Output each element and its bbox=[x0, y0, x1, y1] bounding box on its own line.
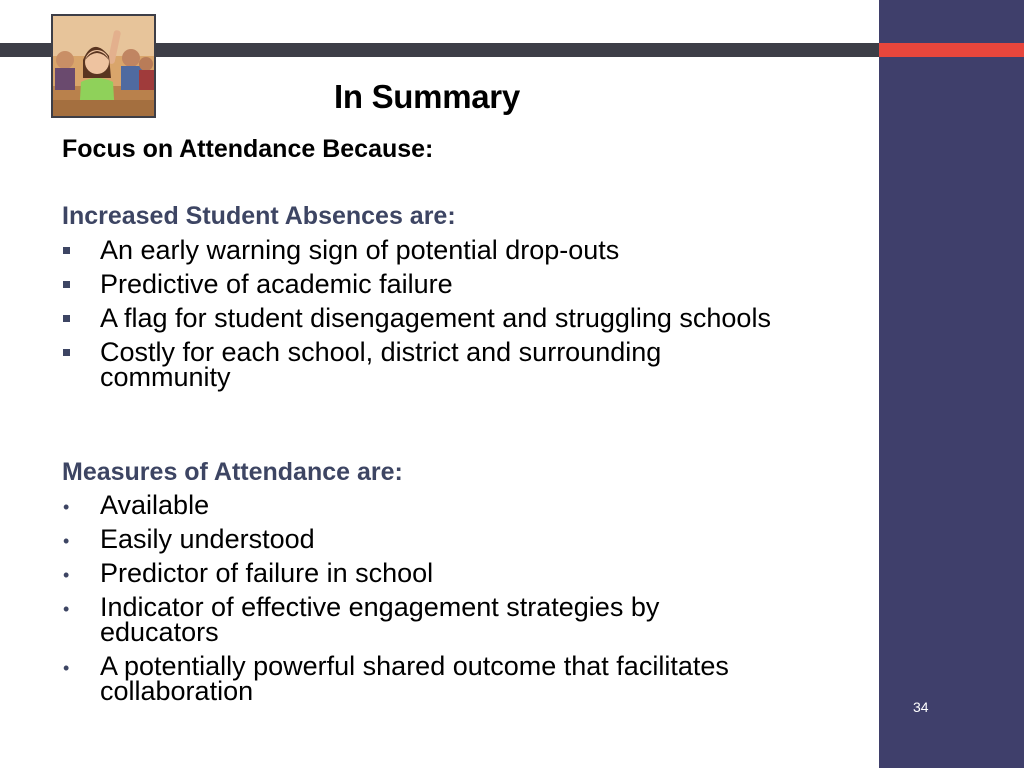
sidebar-accent-stripe bbox=[879, 43, 1024, 57]
absences-heading: Increased Student Absences are: bbox=[62, 202, 456, 230]
list-item: Costly for each school, district and surrounding community bbox=[62, 340, 782, 390]
square-bullet-icon bbox=[63, 349, 70, 356]
dot-bullet-icon: • bbox=[63, 599, 70, 619]
measures-list bbox=[62, 490, 782, 713]
page-number: 34 bbox=[913, 699, 929, 715]
square-bullet-icon bbox=[63, 315, 70, 322]
list-item: • A potentially powerful shared outcome that facilitates collaboration bbox=[63, 651, 729, 706]
classroom-image bbox=[53, 16, 154, 116]
slide-title: In Summary bbox=[334, 78, 520, 115]
list-item: • Available bbox=[63, 490, 210, 520]
list-item: A flag for student disengagement and struggling schools bbox=[62, 306, 782, 331]
measures-heading: Measures of Attendance are: bbox=[62, 458, 403, 486]
list-item: An early warning sign of potential drop-outs bbox=[62, 238, 782, 263]
square-bullet-icon bbox=[63, 281, 70, 288]
dot-bullet-icon: • bbox=[63, 658, 70, 678]
dot-bullet-icon: • bbox=[63, 531, 70, 551]
square-bullet-icon bbox=[63, 247, 70, 254]
dot-bullet-icon: • bbox=[63, 497, 70, 517]
intro-heading: Focus on Attendance Because: bbox=[62, 135, 434, 163]
list-item: • Easily understood bbox=[63, 524, 315, 554]
right-sidebar bbox=[879, 0, 1024, 768]
list-item: • Predictor of failure in school bbox=[63, 558, 434, 588]
absences-list bbox=[62, 235, 782, 399]
list-item: • Indicator of effective engagement strategies by educators bbox=[63, 592, 660, 647]
dot-bullet-icon: • bbox=[63, 565, 70, 585]
students-classroom-photo bbox=[51, 14, 156, 118]
list-item: Predictive of academic failure bbox=[62, 272, 782, 297]
